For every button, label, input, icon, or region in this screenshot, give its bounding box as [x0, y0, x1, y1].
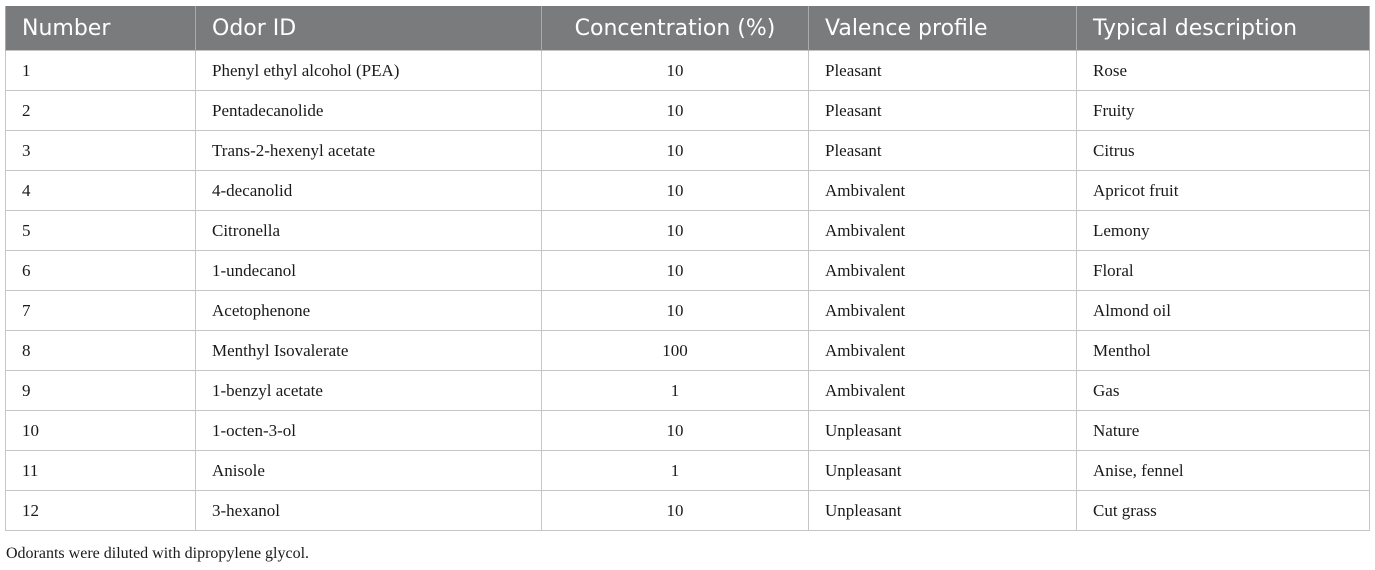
cell-valence-profile: Pleasant [809, 131, 1077, 171]
cell-valence-profile: Unpleasant [809, 411, 1077, 451]
table-row [6, 371, 1370, 411]
cell-typical-description: Anise, fennel [1077, 451, 1370, 491]
cell-concentration: 10 [542, 291, 809, 331]
cell-number: 2 [6, 91, 196, 131]
cell-valence-profile: Pleasant [809, 51, 1077, 91]
cell-odor-id: Citronella [196, 211, 542, 251]
cell-number: 7 [6, 291, 196, 331]
table-row [6, 211, 1370, 251]
cell-concentration: 100 [542, 331, 809, 371]
cell-valence-profile: Unpleasant [809, 491, 1077, 531]
cell-number: 5 [6, 211, 196, 251]
cell-number: 3 [6, 131, 196, 171]
column-header-valence-profile: Valence profile [809, 6, 1077, 51]
table-row [6, 171, 1370, 211]
cell-odor-id: 3-hexanol [196, 491, 542, 531]
table-row [6, 131, 1370, 171]
cell-typical-description: Fruity [1077, 91, 1370, 131]
cell-valence-profile: Pleasant [809, 91, 1077, 131]
cell-odor-id: Phenyl ethyl alcohol (PEA) [196, 51, 542, 91]
table-row [6, 251, 1370, 291]
cell-number: 1 [6, 51, 196, 91]
cell-number: 9 [6, 371, 196, 411]
cell-number: 8 [6, 331, 196, 371]
table-row [6, 51, 1370, 91]
cell-typical-description: Lemony [1077, 211, 1370, 251]
cell-concentration: 10 [542, 91, 809, 131]
column-header-odor-id: Odor ID [196, 6, 542, 51]
cell-odor-id: Acetophenone [196, 291, 542, 331]
cell-typical-description: Cut grass [1077, 491, 1370, 531]
cell-odor-id: Menthyl Isovalerate [196, 331, 542, 371]
table-row [6, 331, 1370, 371]
column-header-concentration: Concentration (%) [542, 6, 809, 51]
cell-valence-profile: Ambivalent [809, 251, 1077, 291]
cell-valence-profile: Ambivalent [809, 291, 1077, 331]
cell-valence-profile: Ambivalent [809, 331, 1077, 371]
cell-typical-description: Floral [1077, 251, 1370, 291]
cell-concentration: 1 [542, 451, 809, 491]
cell-odor-id: Pentadecanolide [196, 91, 542, 131]
cell-odor-id: 4-decanolid [196, 171, 542, 211]
cell-odor-id: 1-octen-3-ol [196, 411, 542, 451]
cell-number: 6 [6, 251, 196, 291]
cell-odor-id: 1-undecanol [196, 251, 542, 291]
cell-typical-description: Gas [1077, 371, 1370, 411]
cell-concentration: 10 [542, 51, 809, 91]
column-header-number: Number [6, 6, 196, 51]
cell-concentration: 10 [542, 491, 809, 531]
cell-concentration: 10 [542, 131, 809, 171]
cell-concentration: 10 [542, 171, 809, 211]
table-header [6, 6, 1370, 51]
cell-concentration: 10 [542, 251, 809, 291]
cell-typical-description: Menthol [1077, 331, 1370, 371]
odor-table-container [5, 6, 1369, 531]
cell-concentration: 10 [542, 411, 809, 451]
cell-typical-description: Citrus [1077, 131, 1370, 171]
cell-concentration: 1 [542, 371, 809, 411]
cell-valence-profile: Unpleasant [809, 451, 1077, 491]
column-header-typical-description: Typical description [1077, 6, 1370, 51]
table-row [6, 491, 1370, 531]
cell-number: 12 [6, 491, 196, 531]
cell-valence-profile: Ambivalent [809, 211, 1077, 251]
cell-number: 11 [6, 451, 196, 491]
cell-concentration: 10 [542, 211, 809, 251]
table-body [6, 51, 1370, 531]
cell-typical-description: Almond oil [1077, 291, 1370, 331]
cell-typical-description: Nature [1077, 411, 1370, 451]
cell-typical-description: Apricot fruit [1077, 171, 1370, 211]
table-row [6, 291, 1370, 331]
odor-table [5, 6, 1370, 531]
table-row [6, 411, 1370, 451]
cell-typical-description: Rose [1077, 51, 1370, 91]
cell-number: 10 [6, 411, 196, 451]
cell-valence-profile: Ambivalent [809, 171, 1077, 211]
table-footnote: Odorants were diluted with dipropylene glycol. [6, 545, 310, 562]
cell-odor-id: Anisole [196, 451, 542, 491]
cell-odor-id: 1-benzyl acetate [196, 371, 542, 411]
cell-odor-id: Trans-2-hexenyl acetate [196, 131, 542, 171]
cell-valence-profile: Ambivalent [809, 371, 1077, 411]
table-row [6, 91, 1370, 131]
table-row [6, 451, 1370, 491]
header-row [6, 6, 1370, 51]
cell-number: 4 [6, 171, 196, 211]
